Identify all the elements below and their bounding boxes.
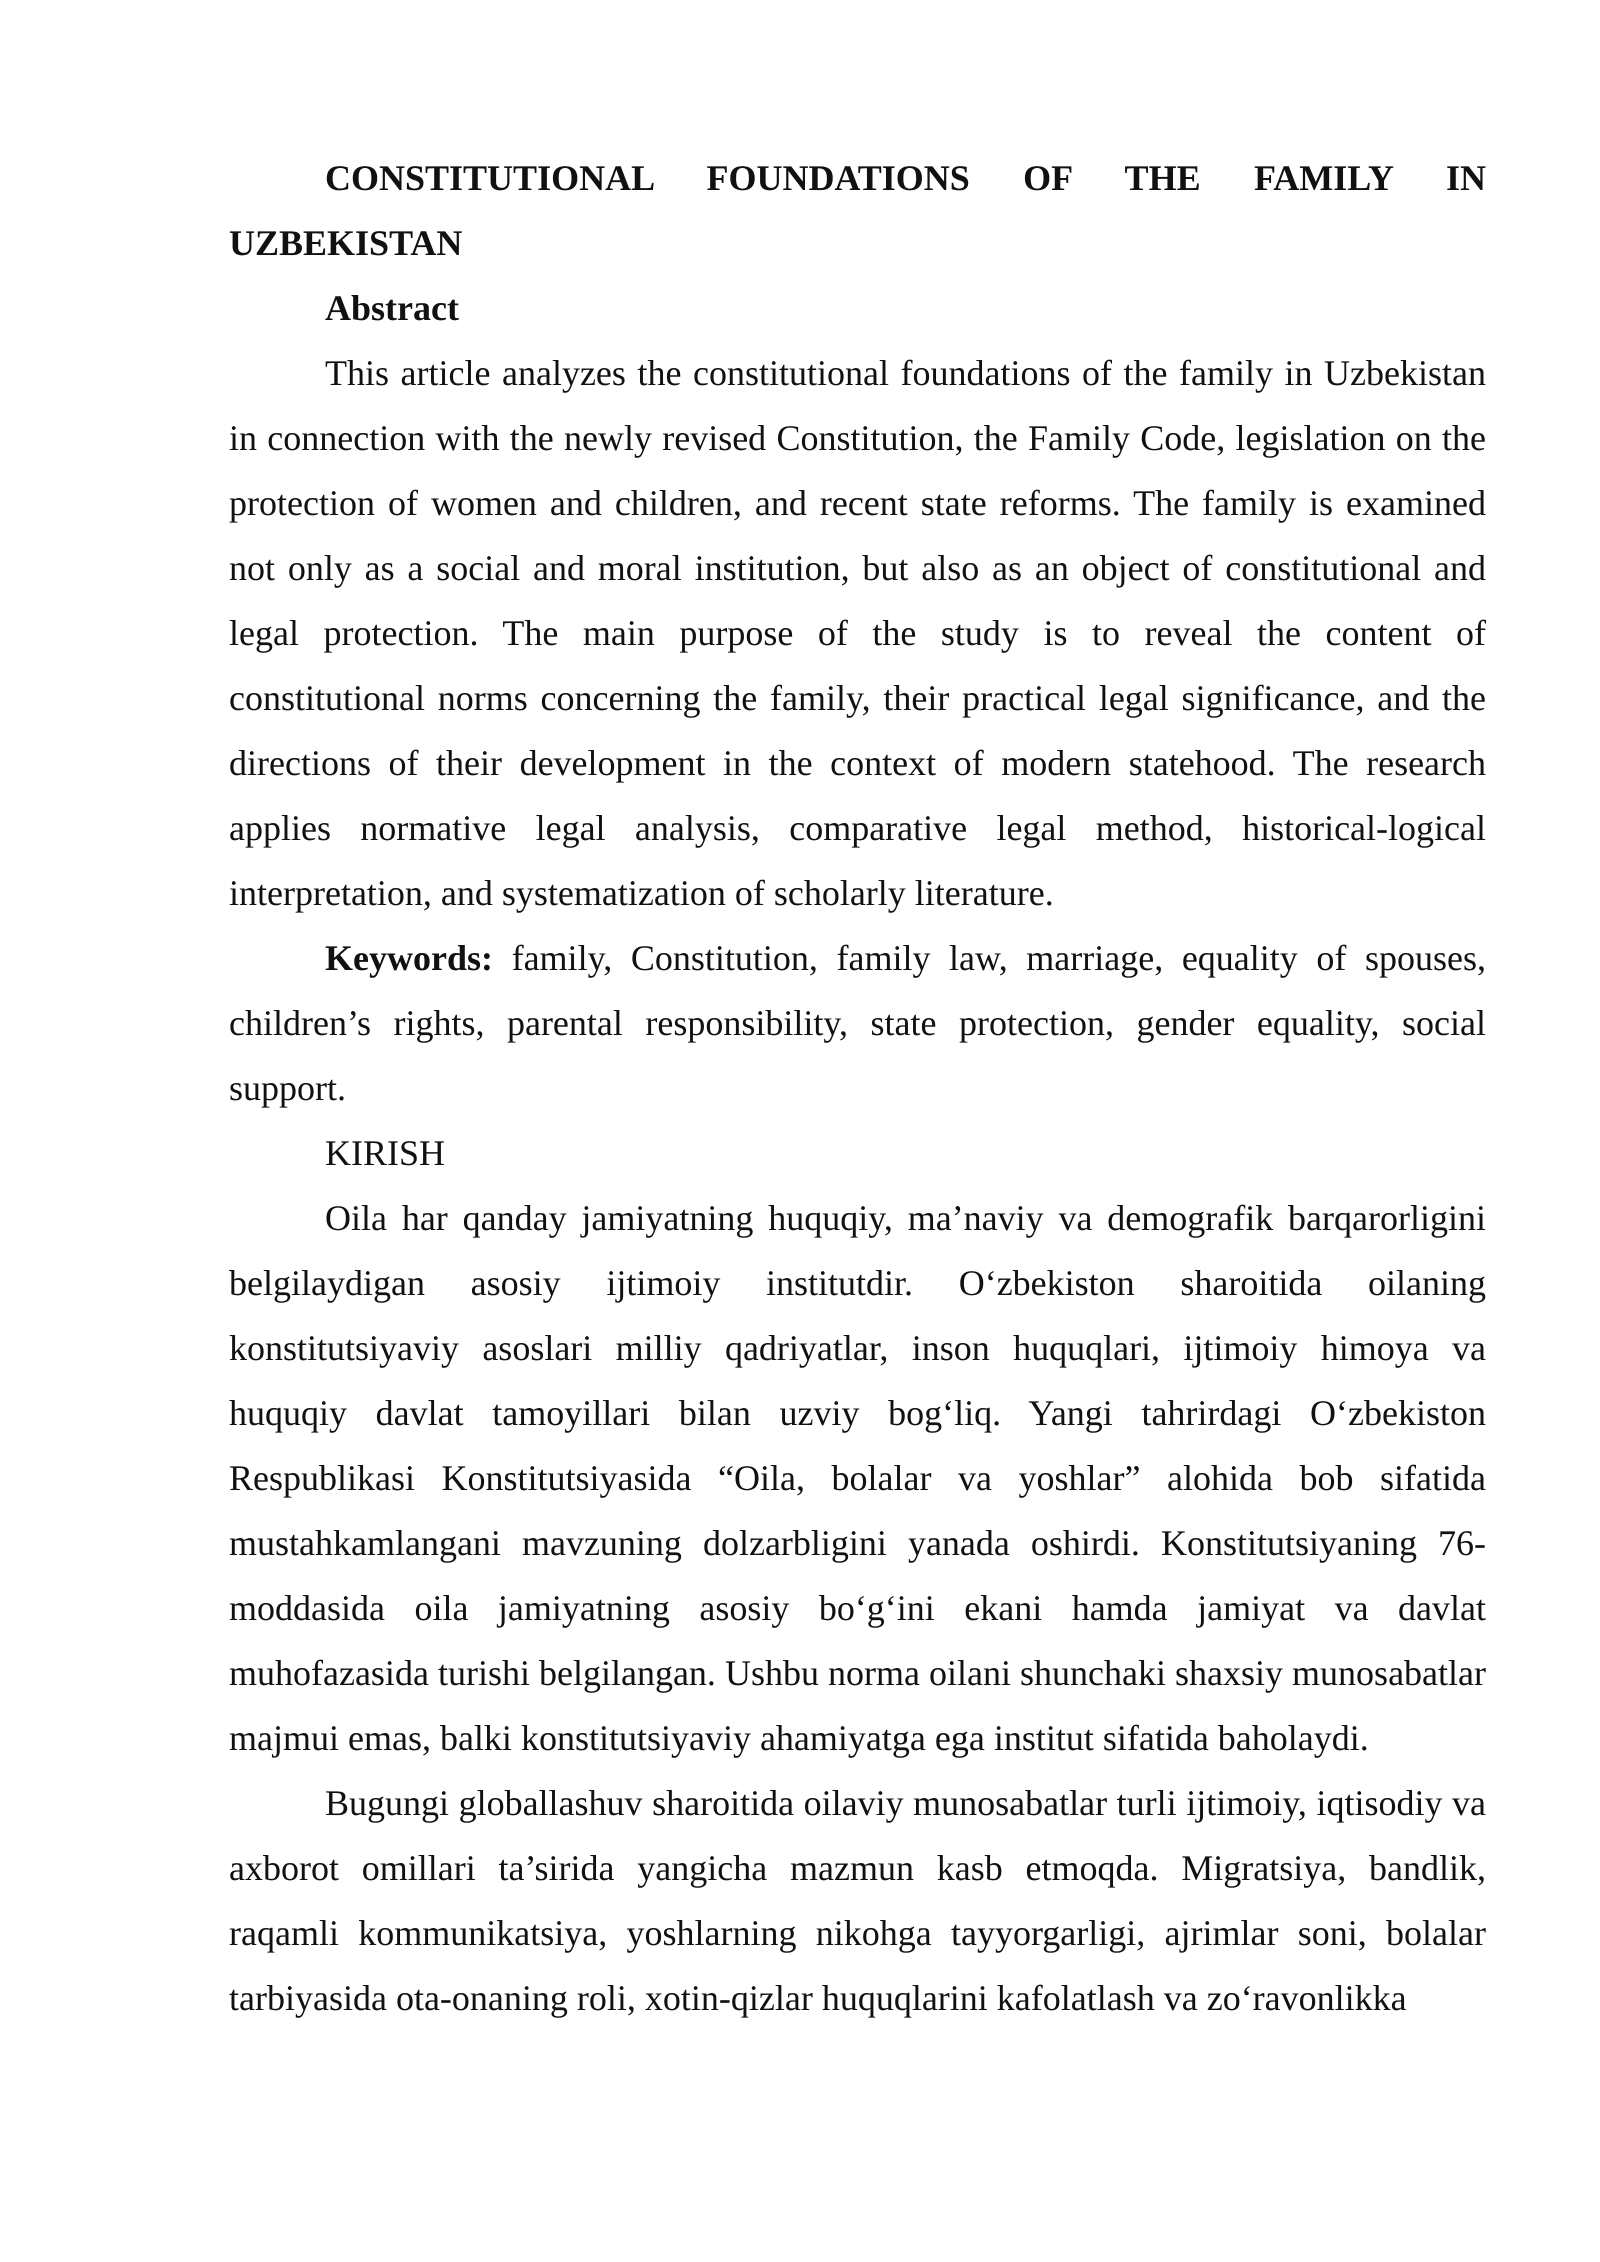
keywords-list: family, Constitution, family law, marriage, equality of spouses, children’s rights, parental responsibility, state protection, gender equality, social support. — [229, 938, 1486, 1108]
keywords-paragraph — [229, 926, 1486, 1121]
intro-heading: KIRISH — [325, 1133, 446, 1173]
document-page — [229, 146, 1486, 2031]
document-title: CONSTITUTIONAL FOUNDATIONS OF THE FAMILY IN UZBEKISTAN — [229, 158, 1486, 263]
body-paragraph-2: Bugungi globallashuv sharoitida oilaviy munosabatlar turli ijtimoiy, iqtisodiy va axborot omillari ta’sirida yangicha mazmun kasb etmoqda. Migratsiya, bandlik, raqamli kommunikatsiya, yoshlarning nikohga tayyorgarligi, ajrimlar soni, bolalar tarbiyasida ota-onaning roli, xotin-qizlar huquqlarini kafolatlash va zo‘ravonlikka — [229, 1783, 1486, 2018]
body-paragraph-1: Oila har qanday jamiyatning huquqiy, ma’naviy va demografik barqarorligini belgilaydigan asosiy ijtimoiy institutdir. O‘zbekiston sharoitida oilaning konstitutsiyaviy asoslari milliy qadriyatlar, inson huquqlari, ijtimoiy himoya va huquqiy davlat tamoyillari bilan uzviy bog‘liq. Yangi tahrirdagi O‘zbekiston Respublikasi Konstitutsiyasida “Oila, bolalar va yoshlar” alohida bob sifatida mustahkamlangani mavzuning dolzarbligini yanada oshirdi. Konstitutsiyaning 76-moddasida oila jamiyatning asosiy bo‘g‘ini ekani hamda jamiyat va davlat muhofazasida turishi belgilangan. Ushbu norma oilani shunchaki shaxsiy munosabatlar majmui emas, balki konstitutsiyaviy ahamiyatga ega institut sifatida baholaydi. — [229, 1198, 1486, 1758]
abstract-heading: Abstract — [325, 288, 459, 328]
keywords-label: Keywords: — [325, 938, 493, 978]
abstract-paragraph: This article analyzes the constitutional foundations of the family in Uzbekistan in connection with the newly revised Constitution, the Family Code, legislation on the protection of women and children, and recent state reforms. The family is examined not only as a social and moral institution, but also as an object of constitutional and legal protection. The main purpose of the study is to reveal the content of constitutional norms concerning the family, their practical legal significance, and the directions of their development in the context of modern statehood. The research applies normative legal analysis, comparative legal method, historical-logical interpretation, and systematization of scholarly literature. — [229, 353, 1486, 913]
